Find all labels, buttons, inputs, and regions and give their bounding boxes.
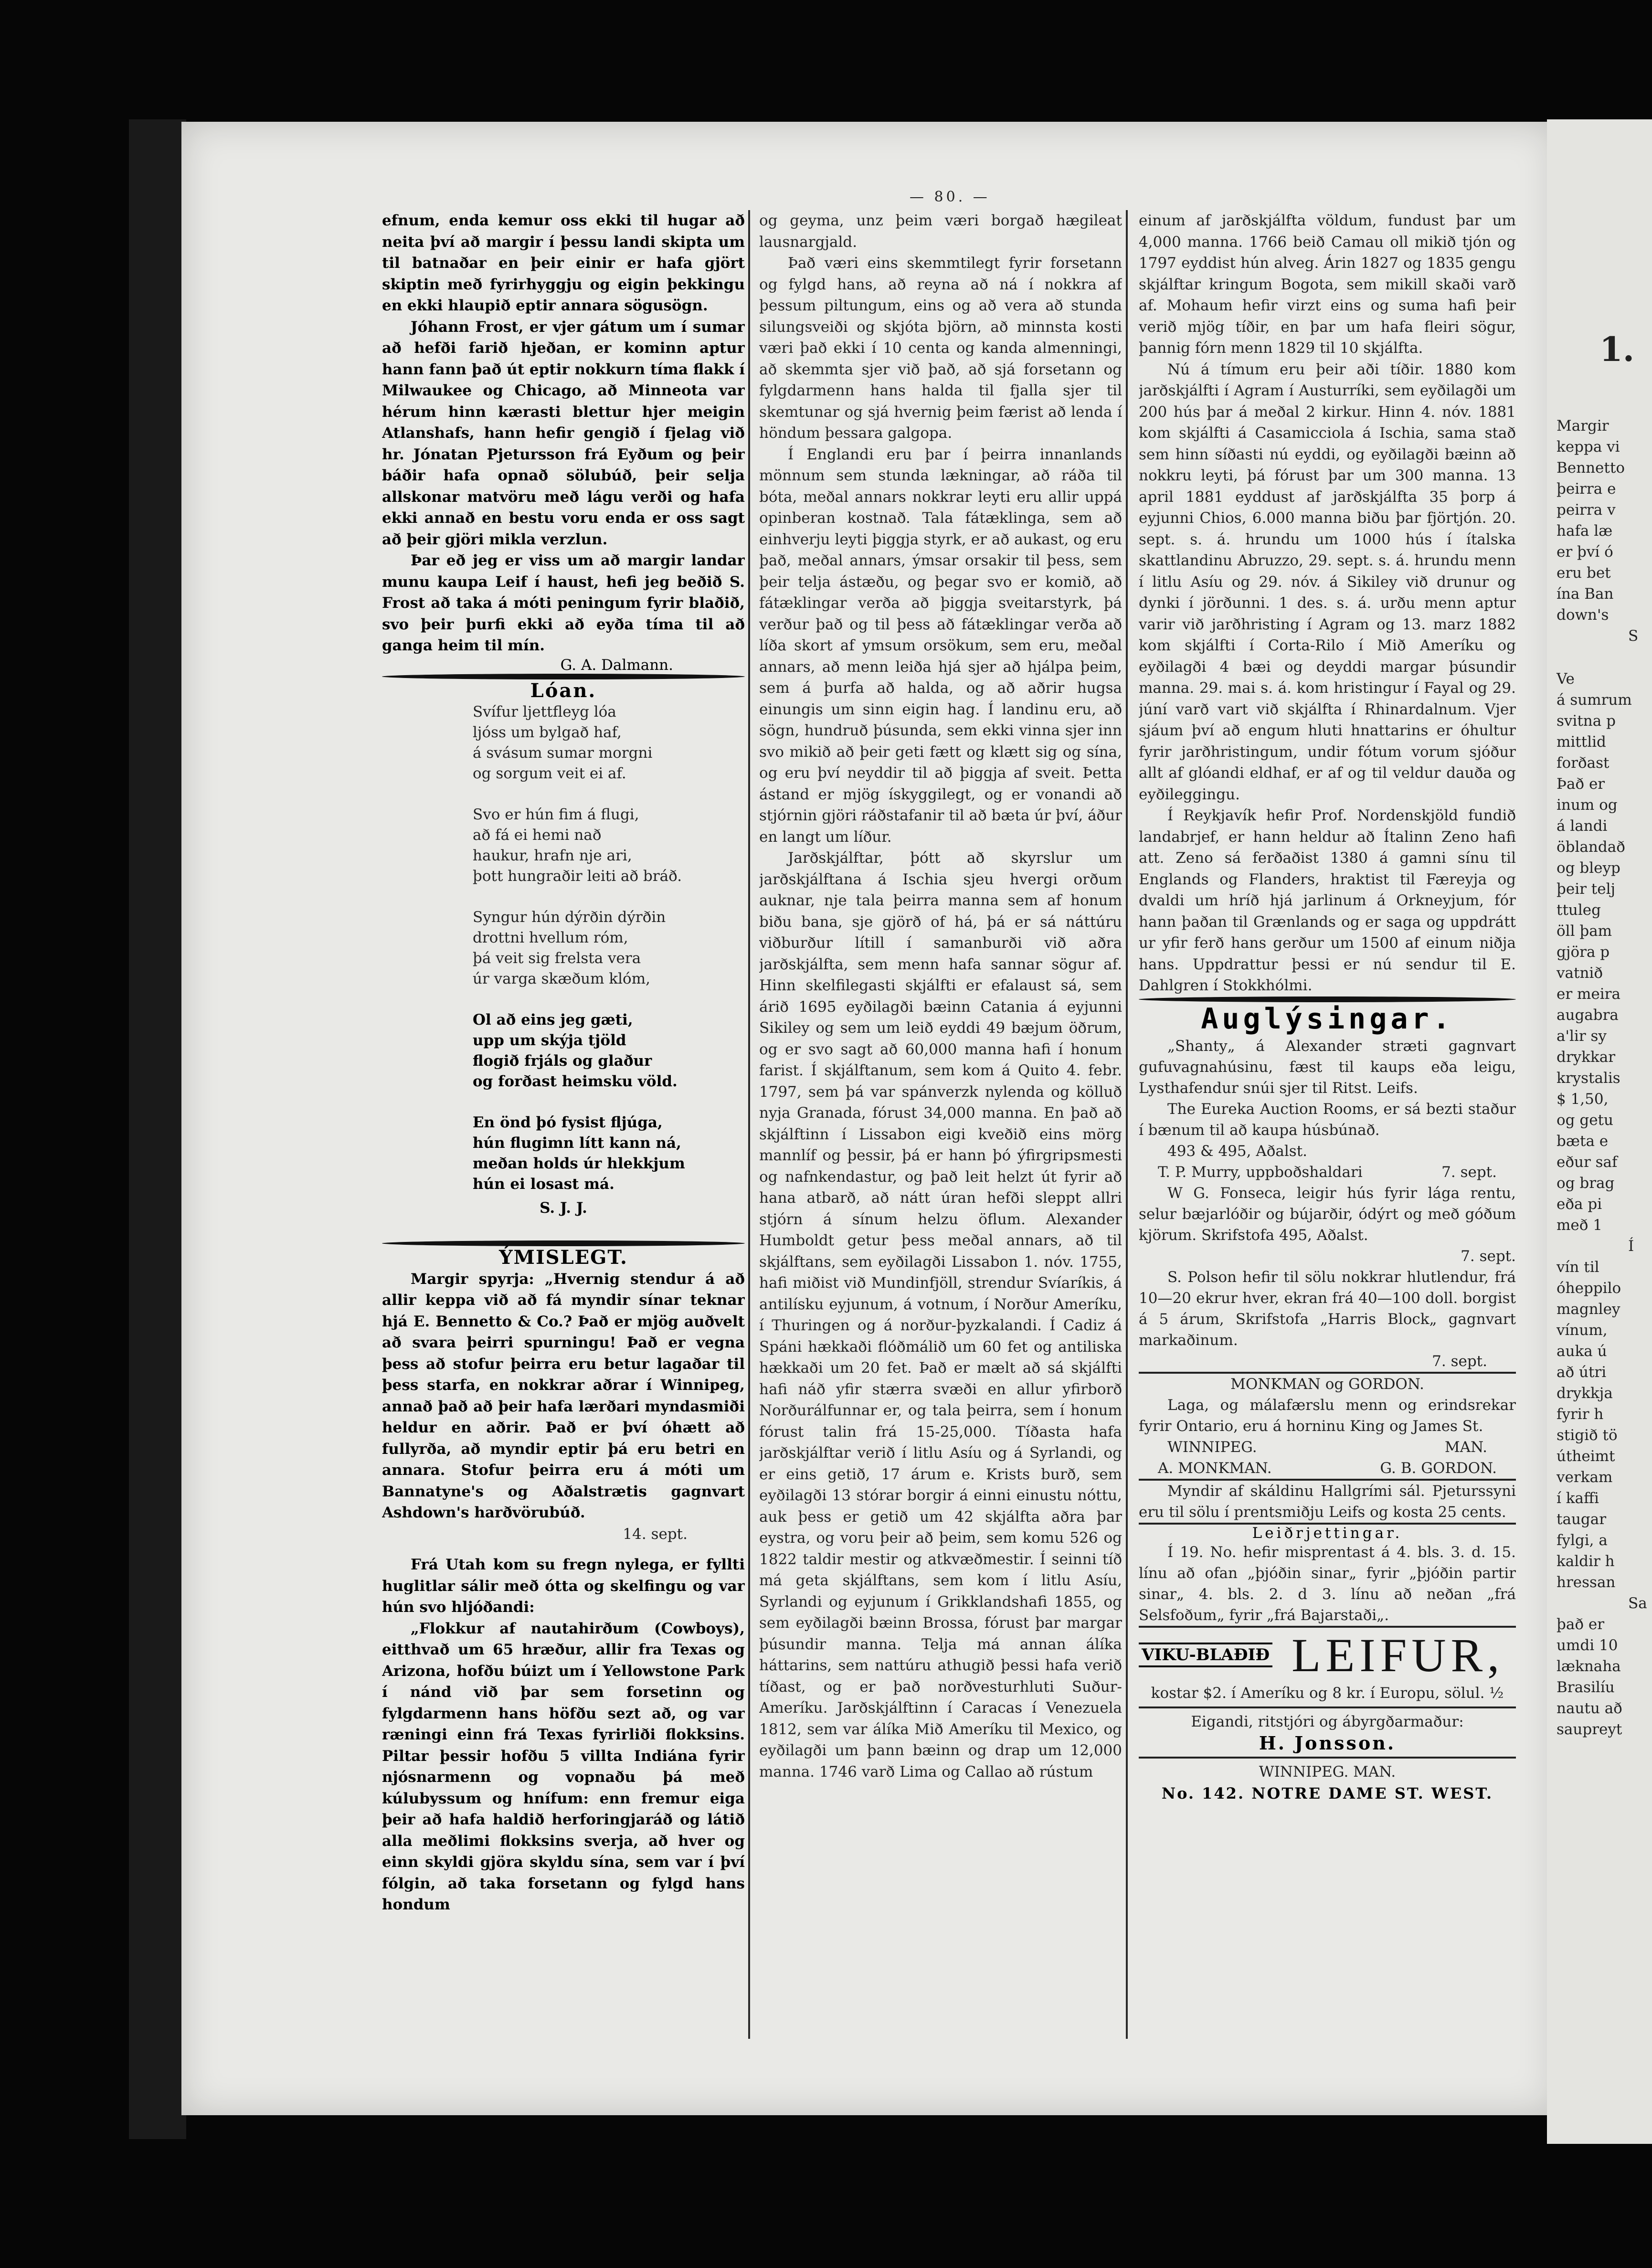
adjacent-page-text-fragment: bæta e: [1557, 1133, 1609, 1150]
poem-line: að fá ei hemi nað: [473, 826, 602, 844]
adjacent-page-text-fragment: og brag: [1557, 1175, 1615, 1192]
adjacent-page-text-fragment: 1.: [1599, 329, 1635, 369]
poem-line: Svo er hún fim á flugi,: [473, 805, 639, 823]
adjacent-page-text-fragment: eru bet: [1557, 564, 1611, 582]
column-1: [382, 210, 745, 2039]
poem-stanza: [473, 702, 745, 784]
adjacent-page-text-fragment: kaldir h: [1557, 1553, 1615, 1570]
page-number: — 80. —: [910, 189, 990, 205]
poem-line: upp um skýja tjöld: [473, 1031, 626, 1049]
adjacent-page-fragment: [1547, 119, 1652, 2144]
adjacent-page-text-fragment: fyrir h: [1557, 1406, 1604, 1423]
masthead: [1139, 1628, 1516, 1683]
ad-shanty: „Shanty„ á Alexander stræti gagnvart gufuvagnahúsinu, fæst til kaups eða leigu, Lysthafendur snúi sjer til Ritst. Leifs.: [1139, 1037, 1516, 1097]
poem-line: á svásum sumar morgni: [473, 744, 653, 762]
adjacent-page-text-fragment: saupreyt: [1557, 1721, 1622, 1738]
adjacent-page-text-fragment: Ve: [1557, 670, 1575, 688]
poem-line: og sorgum veit ei af.: [473, 764, 626, 782]
adjacent-page-text-fragment: krystalis: [1557, 1070, 1620, 1087]
adjacent-page-text-fragment: gjöra p: [1557, 943, 1610, 961]
poem-signature: S. J. J.: [540, 1199, 587, 1217]
col3-top-paragraph: einum af jarðskjálfta völdum, fundust þar um 4,000 manna. 1766 beið Camau oll mikið tjón og 1797 eyddist hún alveg. Árin 1827 og 1835 gengu skjálftar kringum Bogota, sem mikill skaði varð af. Mohaum hefir virzt eins og suma hafi þeir verið mjög tíðir, en þar um hafa fleiri sögur, þannig fórn menn 1829 til 10 skjálfta.: [1139, 212, 1516, 357]
adjacent-page-text-fragment: drykkja: [1557, 1385, 1613, 1402]
monkman-partners: [1139, 1458, 1516, 1479]
poem-line: þott hungraðir leiti að bráð.: [473, 867, 682, 885]
poem-line: En önd þó fysist fljúga,: [473, 1113, 663, 1131]
poem-line: og forðast heimsku völd.: [473, 1072, 678, 1090]
section-divider: [1139, 996, 1516, 1002]
column-divider: [1126, 210, 1128, 2039]
adjacent-page-text-fragment: öblandað: [1557, 838, 1625, 856]
adjacent-page-text-fragment: Margir: [1557, 417, 1609, 435]
poem-line: meðan holds úr hlekkjum: [473, 1155, 685, 1172]
poem-line: hún flugimn lítt kann ná,: [473, 1134, 681, 1152]
cowboys-paragraph: „Flokkur af nautahirðum (Cowboys), eitthvað um 65 hræður, allir fra Texas og Arizona, hofðu búizt um í Yellowstone Park í nánd við þar sem forsetinn og fylgdarmenn hans höfðu sezt að, og var ræningi einn frá Texas fyrirliði flokksins. Piltar þessir hofðu 5 villta Indiána fyrir njósnarmenn og vopnaðu þá með kúlubyssum og hnífum: enn fremur eiga þeir að hafa haldið herforingjaráð og látið alla meðlimi flokksins sverja, að hver og einn skyldi gjöra skyldu sína, sem var í því fólgin, að taka forsetann og fylgd hans hondum: [382, 1620, 745, 1913]
ad-fonseca: W G. Fonseca, leigir hús fyrir lága rentu, selur bæjarlóðir og bújarðir, ódýrt og með góðum kjörum. Skrifstofa 495, Aðalst.: [1139, 1184, 1516, 1244]
monkman-partner-1: A. MONKMAN.: [1158, 1459, 1272, 1477]
column-divider: [748, 210, 750, 2039]
bennetto-paragraph: Margir spyrja: „Hvernig stendur á að allir keppa við að fá myndir sínar teknar hjá E. Bennetto & Co.? Það er mjög auðvelt að svara þeirri spurningu! Það er vegna þess að stofur þeirra eru betur lagaðar til þess starfa, en nokkrar aðrar í Winnipeg, annað það að þeir hafa lærðari myndasmiði heldur en aðrir. Það er því óhætt að fullyrða, að myndir eptir þá eru betri en annara. Stofur þeirra eru á móti um Bannatyne's og Aðalstrætis gagnvart Ashdown's harðvörubúð.: [382, 1270, 745, 1521]
adjacent-page-text-fragment: útheimt: [1557, 1448, 1615, 1465]
monkman-description: Laga, og málafærslu menn og erindsrekar fyrir Ontario, eru á horninu King og James St.: [1139, 1396, 1516, 1435]
adjacent-page-text-fragment: öll þam: [1557, 922, 1612, 940]
adjacent-page-text-fragment: taugar: [1557, 1511, 1607, 1528]
earthquakes-paragraph: Jarðskjálftar, þótt að skyrslur um jarðskjálftana á Ischia sjeu hvergi orðum auknar, nje tala þeirra manna sem af honum biðu bana, sje gjörð of há, þá er sá náttúru viðburður lítill í samanburði við aðra jarðskjálfta, sem menn hafa sannar sögur af. Hinn skelfilegasti skjálfti er efalaust sá, sem árið 1695 eyðilagði bæinn Catania á eyjunni Sikiley og sem um leið eyddi 49 bæjum öðrum, og er svo sagt að 60,000 manna hafi í honum farist. Í skjálftanum, sem kom á Quito 4. febr. 1797, sem þá var spánverzk nylenda og kölluð nyja Granada, fórust 34,000 manna. En það að skjálftinn í Lissabon eigi kveðið eins mörg mannlíf og þessir, þá er hann þó ýfirgripsmesti og nafnkendastur, og það leit helzt út fyrir að hana atbarð, að nátt úran hefði sleppt allri stjórn á sínum helzu öflum. Alexander Humboldt getur þess meðal annars, að til skjálftans, sem eyðilagði Lissabon 1. nóv. 1755, hafi miðist við Mundinfjöll, strendur Svíaríkis, á antilísku eyjunum, á votnum, í Norður Ameríku, í Thuringen og á norður-þyzkalandi. Í Cadiz á Spáni hækkaði flóðmálið um 60 fet og antiliska hækkaði um 20 fet. Það er mælt að sá skjálfti hafi náð yfir stærra svæði en allur yfirborð Norðurálfunnar er, og tala þeirra, sem í honum fórust talin frá 15-25,000. Tíðasta hafa jarðskjálftar verið í litlu Asíu og á Syrlandi, og er eins getið, 17 árum e. Krists burð, sem eyðilagði 13 stórar borgir á einni einustu nóttu, auk þess er getið um 42 skjálfta aðra þar eystra, og voru þeir að þeim, sem komu 526 og 1822 taldir mestir og atkvæðmestir. Í seinni tíð má geta skjálftans, sem kom í litlu Asíu, Syrlandi og eyjunum í Grikklandshafi 1855, og sem eyðilagði bæinn Brossa, fórust þar margar þúsundir manna. Telja má annan álíka háttarins, sem nattúru athugið þessi hafa verið tíðast, og er það norðvesturhluti Suður-Ameríku. Jarðskjálftinn í Caracas í Venezuela 1812, sem var álíka Mið Ameríku til Mexico, og eyðilagði um þann bæinn og drap um 12,000 manna. 1746 varð Lima og Callao að rústum: [759, 849, 1122, 1780]
adjacent-page-text-fragment: drykkar: [1557, 1049, 1616, 1066]
poem-line: úr varga skæðum klóm,: [473, 970, 650, 987]
owner-label: Eigandi, ritstjóri og ábyrgðarmaður:: [1191, 1713, 1464, 1730]
poem-body: [382, 702, 745, 1195]
adjacent-page-text-fragment: þeirra e: [1557, 480, 1616, 498]
corrections-text: Í 19. No. hefir misprentast á 4. bls. 3. d. 15. línu að ofan „þjóðin sinar„ fyrir „þjóðin partir sinar„ 4. bls. 2. d 3. línu að neðan „frá Selsfoðum„ fyrir „frá Bajarstaði„.: [1139, 1543, 1516, 1624]
poem-line: hún ei losast má.: [473, 1175, 614, 1193]
masthead-divider: [1139, 1757, 1516, 1759]
adjacent-page-text-fragment: vatnið: [1557, 964, 1603, 982]
ads-heading: Auglýsingar.: [1201, 1002, 1454, 1036]
adjacent-page-text-fragment: er meira: [1557, 986, 1620, 1003]
bennetto-date: 14. sept.: [623, 1525, 688, 1543]
adjacent-page-text-fragment: á sumrum: [1557, 691, 1632, 709]
adjacent-page-text-fragment: inum og: [1557, 796, 1618, 814]
poem-title: Lóan.: [530, 679, 597, 702]
poem-stanza: [473, 1113, 745, 1195]
ad-murry-name: T. P. Murry, uppboðshaldari: [1158, 1163, 1363, 1181]
monkman-city: WINNIPEG.: [1167, 1438, 1257, 1456]
intro-paragraph: efnum, enda kemur oss ekki til hugar að neita því að margir í þessu landi skipta um til batnaðar en þeir einir er hafa gjört skiptin með fyrirhyggju og eigin þekkingu en ekki hlaupið eptir annara sögusögn.: [382, 212, 745, 314]
adjacent-page-text-fragment: og getu: [1557, 1112, 1613, 1129]
adjacent-page-text-fragment: mittlid: [1557, 733, 1606, 751]
utah-paragraph: Frá Utah kom su fregn nylega, er fyllti huglitlar sálir með ótta og skelfingu og var hún svo hljóðandi:: [382, 1556, 745, 1616]
adjacent-page-text-fragment: a'lir sy: [1557, 1028, 1607, 1045]
masthead-title: LEIFUR,: [1292, 1628, 1504, 1682]
adjacent-page-text-fragment: umdi 10: [1557, 1637, 1618, 1654]
adjacent-page-text-fragment: $ 1,50,: [1557, 1091, 1609, 1108]
poem-stanza: [473, 1010, 745, 1092]
adjacent-page-text-fragment: Í: [1628, 1238, 1634, 1255]
monkman-partner-2: G. B. GORDON.: [1380, 1459, 1497, 1477]
adjacent-page-text-fragment: verkam: [1557, 1469, 1613, 1486]
column-2: [759, 210, 1122, 2039]
adjacent-page-text-fragment: S: [1628, 627, 1639, 645]
adjacent-page-text-fragment: hressan: [1557, 1574, 1616, 1591]
adjacent-page-text-fragment: er því ó: [1557, 543, 1613, 561]
adjacent-page-text-fragment: læknaha: [1557, 1658, 1621, 1675]
ad-polson: S. Polson hefir til sölu nokkrar hlutlendur, frá 10—20 ekrur hver, ekran frá 40—100 doll. borgist á 5 árum, Skrifstofa „Harris Block„ gagnvart markaðinum.: [1139, 1268, 1516, 1349]
adjacent-page-text-fragment: fylgi, a: [1557, 1532, 1608, 1549]
adjacent-page-text-fragment: það er: [1557, 1616, 1605, 1633]
ad-fonseca-date: 7. sept.: [1461, 1247, 1516, 1265]
corrections-heading: Leiðrjettingar.: [1252, 1524, 1403, 1542]
hallgrimur-ad: Myndir af skáldinu Hallgrími sál. Pjeturssyni eru til sölu í prentsmiðju Leifs og kosta 25 cents.: [1139, 1482, 1516, 1521]
adjacent-page-text-fragment: þeir telj: [1557, 880, 1616, 898]
poem-line: Ol að eins jeg gæti,: [473, 1011, 633, 1028]
adjacent-page-text-fragment: vínum,: [1557, 1322, 1608, 1339]
poem-line: Svífur ljettfleyg lóa: [473, 703, 616, 721]
adjacent-page-text-fragment: down's: [1557, 606, 1609, 624]
section-divider: [382, 1240, 745, 1246]
johann-frost-paragraph: Jóhann Frost, er vjer gátum um í sumar að hefði farið hjeðan, er kominn aptur hann fann það út eptir nokkurn tíma flakk í Milwaukee og Chicago, að Minneota var hérum hinn kærasti blettur hjer meigin Atlanshafs, hann hefir gengið í fjelag við hr. Jónatan Pjetursson frá Eyðum og þeir báðir hafa opnað sölubúð, þeir selja allskonar matvöru með lágu verði og hafa ekki annað en bestu voru enda er oss sagt að þeir gjöri mikla verzlun.: [382, 318, 745, 548]
column-3: [1139, 210, 1516, 2039]
adjacent-page-text-fragment: óheppilo: [1557, 1280, 1621, 1297]
poem-line: Syngur hún dýrðin dýrðin: [473, 908, 666, 926]
ad-eureka: The Eureka Auction Rooms, er sá bezti staður í bænum til að kaupa húsbúnað.: [1139, 1100, 1516, 1139]
masthead-divider: [1139, 1706, 1516, 1708]
adjacent-page-text-fragment: í kaffi: [1557, 1490, 1599, 1507]
adjacent-page-text-fragment: og bleyp: [1557, 859, 1620, 877]
recent-earthquakes-paragraph: Nú á tímum eru þeir aði tíðir. 1880 kom jarðskjálfti í Agram í Austurríki, sem eyðilagði um 200 hús þar á meðal 2 kirkur. Hinn 4. nóv. 1881 kom skjálfti á Casamicciola á Ischia, sama stað sem hinn síðasti nú eyddi, og eyðilagði bæinn að nokkru leyti, þá fórust þar um 300 manna. 13 april 1881 eyddust af jarðskjálfta 35 þorp á eyjunni Chios, 6.000 manna biðu þar fjörtjón. 20. sept. s. á. hrundu um 1000 hús í ítalska skattlandinu Abruzzo, 29. sept. s. á. hrundu menn í litlu Asíu og 29. nóv. á Sikiley við drunur og dynki í jörðunni. 1 des. s. á. urðu menn aptur varir við jarðhristing í Agram og 13. marz 1882 kom skjálfti í Corta-Rilo í Mið Ameríku og eyðilagði 4 bæi og deyddi margar þúsundir manna. 29. mai s. á. kom hristingur í Fayal og 29. júní varð vart við skjálfta í Rhinardalnum. Vjer sjáum því að engum hluti hnattarins er óhultur fyrir jarðhristingum, undir fótum vorum sjóður allt af glóandi eldhaf, er af og til veldur dauða og eyðileggingu.: [1139, 360, 1516, 803]
masthead-city: WINNIPEG. MAN.: [1259, 1763, 1396, 1780]
adjacent-page-text-fragment: Sa: [1628, 1595, 1647, 1612]
reykjavik-map-paragraph: Í Reykjavík hefir Prof. Nordenskjöld fundið landabrjef, er hann heldur að Ítalinn Zeno hafi att. Zeno sá ferðaðist 1380 á gamni sínu til Englands og Flanders, hraktist til Færeyja og dvaldi um hríð hjá jarlinum á Orkneyjum, fór hann þaðan til Grænlands og er saga og uppdrátt ur yfir ferð hans gerður um 1500 af einum niðja hans. Uppdrattur þessi er nú sendur til E. Dahlgren í Stokkhólmi.: [1139, 807, 1516, 994]
masthead-address: No. 142. NOTRE DAME ST. WEST.: [1161, 1784, 1493, 1802]
adjacent-page-text-fragment: á landi: [1557, 817, 1608, 835]
poem-line: drottni hvellum róm,: [473, 929, 628, 946]
leifur-subscription-paragraph: Þar eð jeg er viss um að margir landar munu kaupa Leif í haust, hefi jeg beðið S. Frost að taka á móti peningum fyrir blaðið, svo þeir þurfi ekki að eyða tíma til að ganga heim til mín.: [382, 552, 745, 654]
masthead-price: kostar $2. í Ameríku og 8 kr. í Europu, sölul. ½: [1151, 1684, 1504, 1702]
adjacent-page-text-fragment: Brasilíu: [1557, 1679, 1615, 1696]
poem-line: haukur, hrafn nje ari,: [473, 847, 632, 864]
adjacent-page-text-fragment: eða pi: [1557, 1196, 1602, 1213]
poem-stanza: [473, 805, 745, 887]
dalmann-signature: G. A. Dalmann.: [560, 656, 673, 674]
adjacent-page-text-fragment: ína Ban: [1557, 585, 1614, 603]
adjacent-page-text-fragment: ttuleg: [1557, 901, 1601, 919]
ad-polson-date: 7. sept.: [1432, 1352, 1487, 1370]
monkman-location: [1139, 1437, 1516, 1458]
col2-top-paragraph: og geyma, unz þeim væri borgað hægileat lausnargjald.: [759, 212, 1122, 251]
poem-stanza: [473, 907, 745, 989]
adjacent-page-text-fragment: vín til: [1557, 1259, 1599, 1276]
monkman-title: MONKMAN og GORDON.: [1230, 1375, 1424, 1393]
adjacent-page-text-fragment: Það er: [1557, 775, 1605, 793]
poem-line: ljóss um bylgað haf,: [473, 723, 622, 741]
england-paragraph: Í Englandi eru þar í þeirra innanlands mönnum sem stunda lækningar, að ráða til bóta, meðal annars nokkrar leyti eru allir uppá opinberan kostnað. Tala fátæklinga, sem að einhverju leyti þiggja styrk, er að aukast, og eru það, meðal annars, ýmsar orsakir til þess, sem þeir telja ástæðu, og þegar svo er komið, að fátæklingar verða að þiggja sveitarstyrk, þá verður það og til þess að fátæklingar verða að líða skort af ymsum orsökum, sem eru, meðal annars, að menn leiða hjá sjer að hjálpa þeim, sem á þurfa að halda, og að aðrir hugsa einungis um sinn eigin hag. Í landinu eru, að sögn, hundruð þúsunda, sem ekki vinna sjer inn svo mikið að þeir geti fætt og klætt sig og sína, og eru því neyddir til að þiggja af sveit. Þetta ástand er mjög ískyggilegt, og er vonandi að stjórnin gjöri ráðstafanir til að bæta úr því, áður en langt um líður.: [759, 445, 1122, 846]
ad-eureka-address: 493 & 495, Aðalst.: [1167, 1142, 1308, 1160]
adjacent-page-text-fragment: hafa læ: [1557, 522, 1613, 540]
adjacent-page-text-fragment: peirra v: [1557, 501, 1616, 519]
adjacent-page-text-fragment: svitna p: [1557, 712, 1616, 730]
president-paragraph: Það væri eins skemmtilegt fyrir forsetann og fylgd hans, að reyna að ná í nokkra af þessum piltungum, eins og að vera að stunda silungsveiði og skjóta björn, að minnsta kosti væri það ekki í 10 centa og kanda almenningi, að skemmta sjer við það, að sjá forsetann og fylgdarmenn hans halda til fjalla sjer til skemtunar og sjá hvernig þeim færist að lenda í höndum þessara galgopa.: [759, 254, 1122, 442]
poem-line: flogið frjáls og glaður: [473, 1052, 652, 1070]
page-edge-shadow: [129, 119, 186, 2139]
owner-name: H. Jonsson.: [1259, 1732, 1396, 1754]
adjacent-page-text-fragment: stigið tö: [1557, 1427, 1618, 1444]
adjacent-page-text-fragment: nautu að: [1557, 1700, 1622, 1717]
adjacent-page-text-fragment: að útri: [1557, 1364, 1607, 1381]
adjacent-page-text-fragment: auka ú: [1557, 1343, 1607, 1360]
adjacent-page-text-fragment: eður saf: [1557, 1154, 1618, 1171]
adjacent-page-text-fragment: Bennetto: [1557, 459, 1625, 477]
adjacent-page-text-fragment: forðast: [1557, 754, 1610, 772]
ad-murry: [1139, 1162, 1516, 1183]
adjacent-page-text-fragment: með 1: [1557, 1217, 1602, 1234]
adjacent-page-text-fragment: magnley: [1557, 1301, 1620, 1318]
monkman-province: MAN.: [1444, 1438, 1487, 1456]
section-divider: [382, 674, 745, 679]
adjacent-page-text-fragment: keppa vi: [1557, 438, 1620, 456]
ymislegt-heading: ÝMISLEGT.: [499, 1246, 628, 1269]
ad-murry-date: 7. sept.: [1441, 1163, 1497, 1181]
masthead-subtitle: VIKU-BLAÐIÐ: [1139, 1643, 1272, 1667]
poem-line: þá veit sig frelsta vera: [473, 949, 641, 967]
adjacent-page-text-fragment: augabra: [1557, 1007, 1619, 1024]
